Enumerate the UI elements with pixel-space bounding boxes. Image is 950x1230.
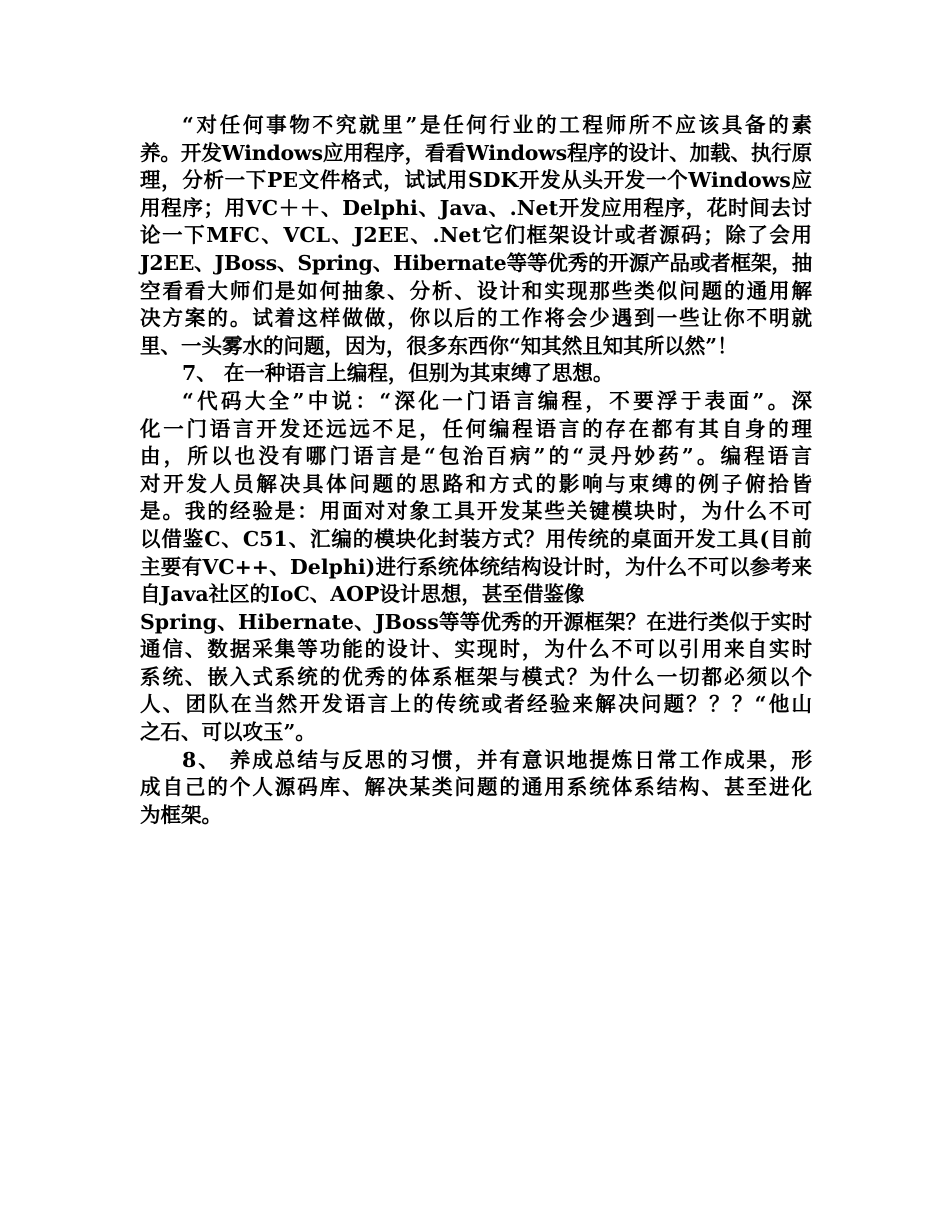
- text-line: 对开发人员解决具体问题的思路和方式的影响与束缚的例子俯拾皆: [140, 471, 812, 496]
- text-line: 成自己的个人源码库、解决某类问题的通用系统体系结构、甚至进化: [140, 775, 812, 800]
- text-line: 决方案的。试着这样做做，你以后的工作将会少遇到一些让你不明就: [140, 306, 812, 331]
- body-text: [140, 112, 812, 829]
- text-line: J2EE、JBoss、Spring、Hibernate等等优秀的开源产品或者框架，抽: [140, 250, 812, 275]
- text-line: 论一下MFC、VCL、J2EE、.Net它们框架设计或者源码；除了会用: [140, 223, 812, 248]
- text-line: 为框架。: [140, 802, 222, 827]
- text-line: 是。我的经验是：用面对对象工具开发某些关键模块时，为什么不可: [140, 499, 812, 524]
- text-line: 理，分析一下PE文件格式，试试用SDK开发从头开发一个Windows应: [140, 168, 812, 193]
- text-line: “代码大全”中说：“深化一门语言编程，不要浮于表面”。深: [182, 388, 812, 413]
- text-line: 养。开发Windows应用程序，看看Windows程序的设计、加载、执行原: [140, 140, 812, 165]
- text-line: 化一门语言开发还远远不足，任何编程语言的存在都有其自身的理: [140, 416, 812, 441]
- text-line: 由，所以也没有哪门语言是“包治百病”的“灵丹妙药”。编程语言: [140, 444, 812, 469]
- text-line: 空看看大师们是如何抽象、分析、设计和实现那些类似问题的通用解: [140, 278, 812, 303]
- text-line: 人、团队在当然开发语言上的传统或者经验来解决问题？？？“他山: [140, 692, 812, 717]
- text-line: 之石、可以攻玉”。: [140, 720, 316, 745]
- text-line: 里、一头雾水的问题，因为，很多东西你“知其然且知其所以然”！: [140, 333, 738, 358]
- list-item-heading: 8、 养成总结与反思的习惯，并有意识地提炼日常工作成果，形: [182, 747, 812, 772]
- text-line: 通信、数据采集等功能的设计、实现时，为什么不可以引用来自实时: [140, 637, 812, 662]
- text-line: Spring、Hibernate、JBoss等等优秀的开源框架？在进行类似于实时: [140, 609, 812, 634]
- text-line: 自Java社区的IoC、AOP设计思想，甚至借鉴像: [140, 582, 585, 607]
- text-line: 系统、嵌入式系统的优秀的体系框架与模式？为什么一切都必须以个: [140, 664, 812, 689]
- text-line: 主要有VC++、Delphi)进行系统体统结构设计时，为什么不可以参考来: [140, 554, 812, 579]
- text-line: 用程序；用VC＋＋、Delphi、Java、.Net开发应用程序，花时间去讨: [140, 195, 812, 220]
- text-line: 以借鉴C、C51、汇编的模块化封装方式？用传统的桌面开发工具(目前: [140, 526, 812, 551]
- text-line: “对任何事物不究就里”是任何行业的工程师所不应该具备的素: [182, 113, 812, 137]
- list-item-heading: 7、 在一种语言上编程，但别为其束缚了思想。: [182, 361, 614, 386]
